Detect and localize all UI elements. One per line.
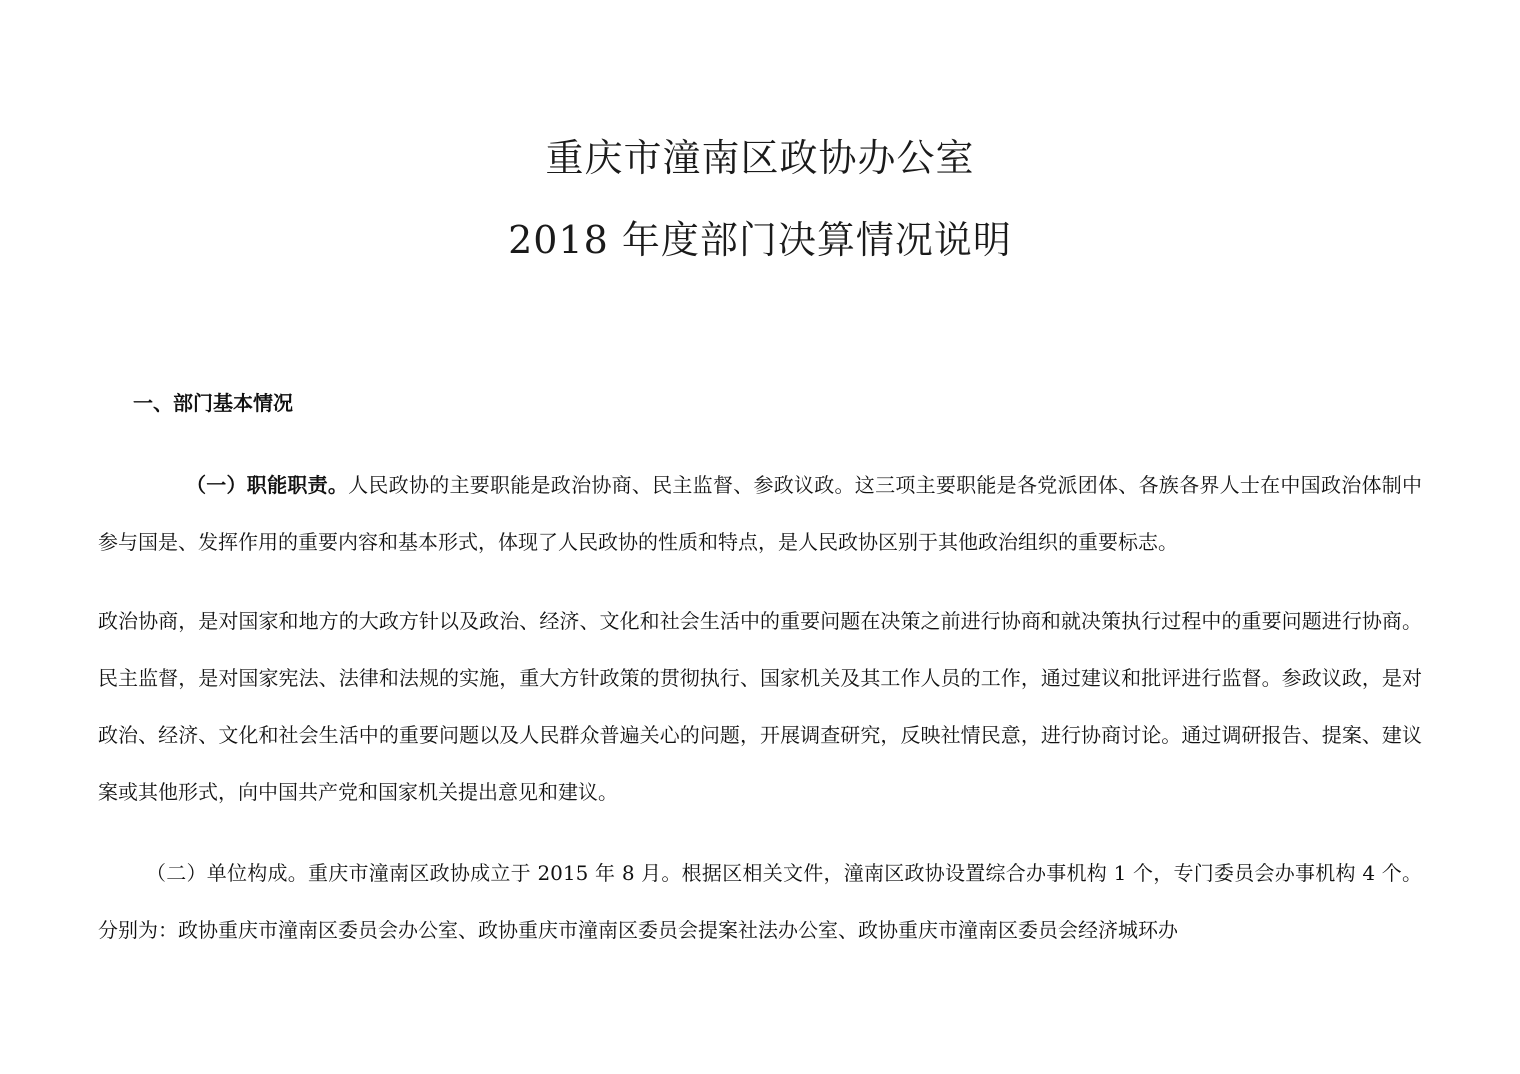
paragraph-functions-lead: （一）职能职责。 xyxy=(186,473,349,497)
paragraph-functions-text: 人民政协的主要职能是政治协商、民主监督、参政议政。这三项主要职能是各党派团体、各族各界人士在中国政治体制中参与国是、发挥作用的重要内容和基本形式，体现了人民政协的性质和特点，是人民政协区别于其他政治组织的重要标志。 xyxy=(98,473,1423,554)
document-title-line2: 2018 年度部门决算情况说明 xyxy=(508,218,1012,262)
paragraph-functions xyxy=(98,457,1422,571)
section-heading-basic-info: 一、部门基本情况 xyxy=(133,391,293,415)
paragraph-unit-composition: （二）单位构成。重庆市潼南区政协成立于 2015 年 8 月。根据区相关文件，潼南区政协设置综合办事机构 1 个，专门委员会办事机构 4 个。分别为：政协重庆市潼南区委员会办公室、政协重庆市潼南区委员会提案社法办公室、政协重庆市潼南区委员会经济城环办 xyxy=(98,861,1422,942)
document-title-line1: 重庆市潼南区政协办公室 xyxy=(545,136,975,180)
paragraph-functions-detail: 政治协商，是对国家和地方的大政方针以及政治、经济、文化和社会生活中的重要问题在决策之前进行协商和就决策执行过程中的重要问题进行协商。民主监督，是对国家宪法、法律和法规的实施，重大方针政策的贯彻执行、国家机关及其工作人员的工作，通过建议和批评进行监督。参政议政，是对政治、经济、文化和社会生活中的重要问题以及人民群众普遍关心的问题，开展调查研究，反映社情民意，进行协商讨论。通过调研报告、提案、建议案或其他形式，向中国共产党和国家机关提出意见和建议。 xyxy=(98,609,1422,804)
